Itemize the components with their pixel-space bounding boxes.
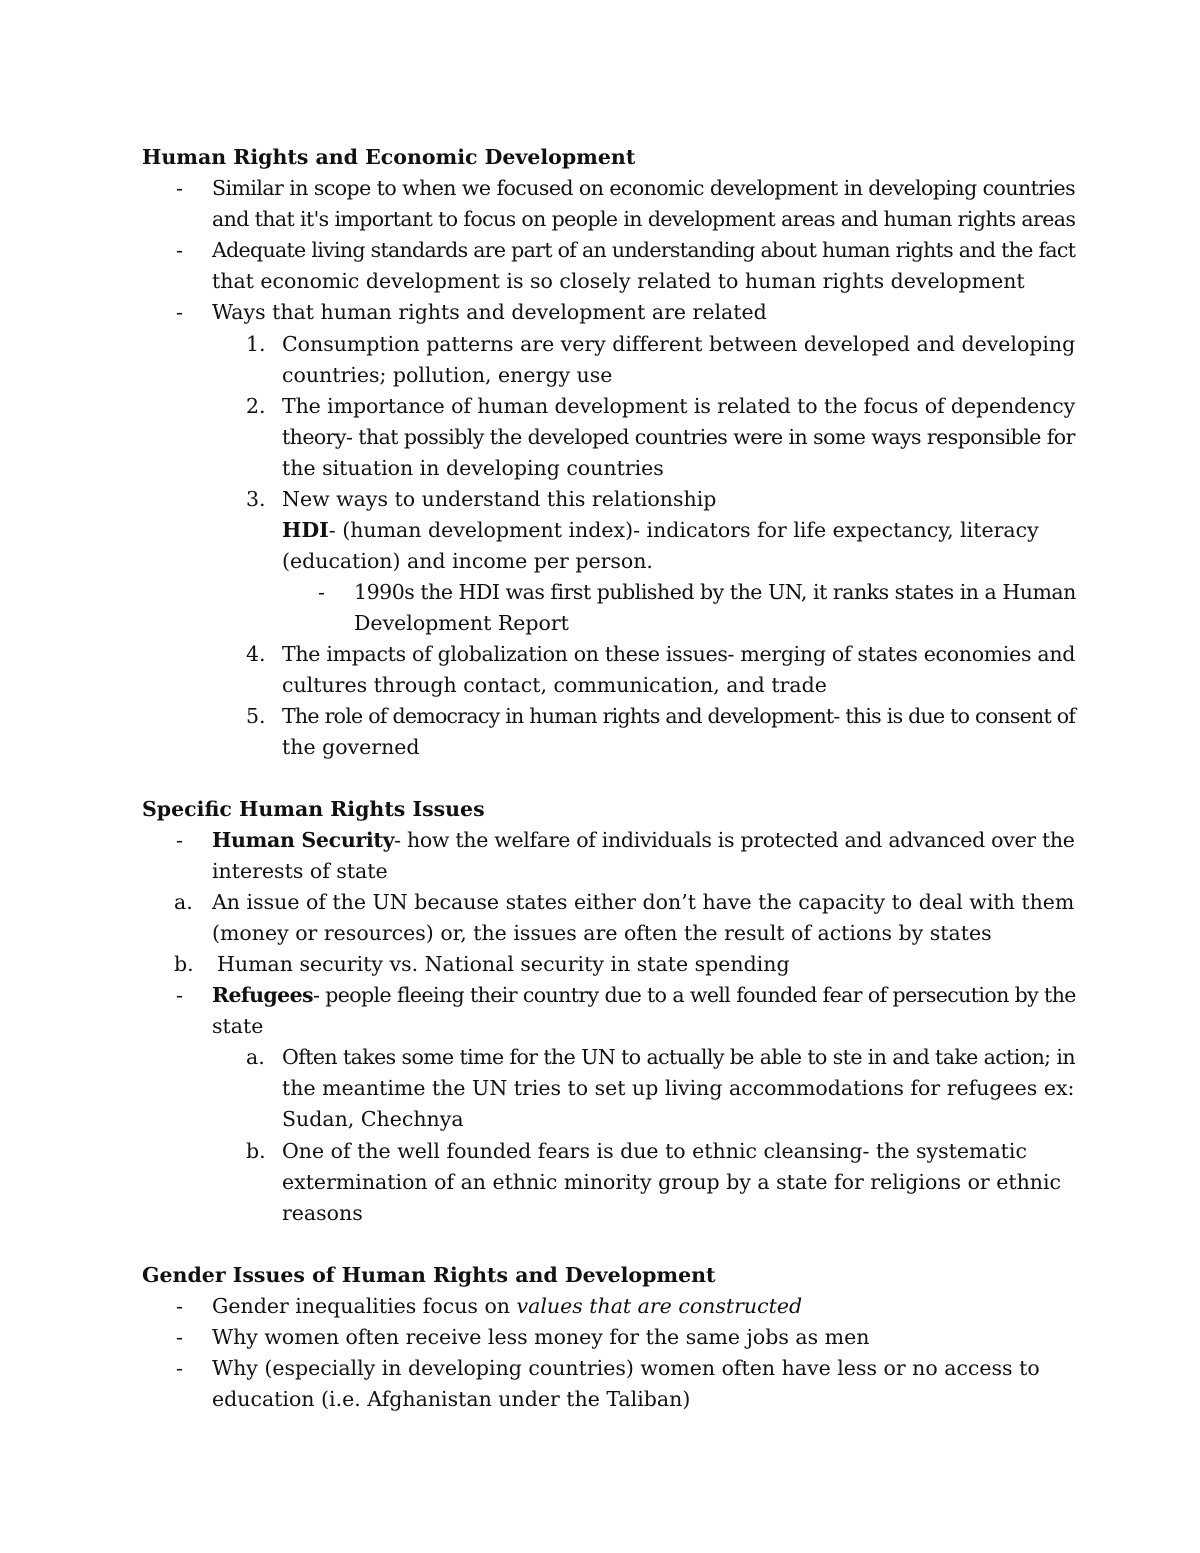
numbered-text: the governed — [282, 735, 420, 759]
bullet-text: state — [212, 1014, 264, 1038]
letter-text: Sudan, Chechnya — [282, 1107, 464, 1131]
refugees-term: Refugees — [212, 983, 313, 1007]
section-heading: Gender Issues of Human Rights and Development — [142, 1263, 716, 1287]
letter-text: extermination of an ethnic minority group by a state for religions or ethnic — [282, 1170, 1062, 1194]
human-security-line — [212, 826, 1075, 854]
numbered-text: (education) and income per person. — [282, 549, 653, 573]
gender-first-italic: values that are constructed — [516, 1294, 803, 1318]
number-marker: 1. — [246, 332, 266, 356]
bullet-text: Similar in scope to when we focused on economic development in developing countries — [212, 176, 1076, 200]
numbered-text: Consumption patterns are very different between developed and developing — [282, 332, 1076, 356]
numbered-text: The role of democracy in human rights and development- this is due to consent of — [282, 704, 1076, 728]
letter-text: One of the well founded fears is due to ethnic cleansing- the systematic — [282, 1139, 1027, 1163]
letter-marker: a. — [246, 1045, 265, 1069]
human-security-definition: - how the welfare of individuals is protected and advanced over the — [394, 828, 1075, 852]
bullet-text: interests of state — [212, 859, 388, 883]
bullet-marker: - — [176, 1356, 183, 1380]
bullet-text: Ways that human rights and development are related — [212, 300, 767, 324]
bullet-text: Adequate living standards are part of an understanding about human rights and the fact — [212, 238, 1076, 262]
numbered-text: The importance of human development is related to the focus of dependency — [282, 394, 1076, 418]
section-heading: Specific Human Rights Issues — [142, 797, 485, 821]
letter-text: the meantime the UN tries to set up living accommodations for refugees ex: — [282, 1076, 1075, 1100]
bullet-marker: - — [176, 238, 183, 262]
human-security-term: Human Security — [212, 828, 395, 852]
hdi-line — [282, 516, 1039, 544]
gender-first-line — [212, 1292, 802, 1320]
bullet-marker: - — [176, 176, 183, 200]
refugees-definition: - people fleeing their country due to a well founded fear of persecution by the — [312, 983, 1076, 1007]
letter-text: An issue of the UN because states either don’t have the capacity to deal with them — [212, 890, 1075, 914]
number-marker: 2. — [246, 394, 266, 418]
sub-bullet-text: 1990s the HDI was first published by the UN, it ranks states in a Human — [354, 580, 1076, 604]
refugees-line — [212, 981, 1076, 1009]
bullet-marker: - — [176, 983, 183, 1007]
bullet-marker: - — [176, 828, 183, 852]
bullet-text: that economic development is so closely related to human rights development — [212, 269, 1025, 293]
bullet-text: Why women often receive less money for the same jobs as men — [212, 1325, 870, 1349]
section-heading: Human Rights and Economic Development — [142, 145, 636, 169]
letter-marker: a. — [174, 890, 193, 914]
numbered-text: cultures through contact, communication, and trade — [282, 673, 827, 697]
bullet-text: and that it's important to focus on people in development areas and human rights areas — [212, 207, 1076, 231]
letter-text: Often takes some time for the UN to actually be able to ste in and take action; in — [282, 1045, 1076, 1069]
sub-bullet-text: Development Report — [354, 611, 569, 635]
numbered-text: theory- that possibly the developed countries were in some ways responsible for — [282, 425, 1075, 449]
hdi-term: HDI — [282, 518, 329, 542]
letter-text: (money or resources) or, the issues are often the result of actions by states — [212, 921, 992, 945]
letter-text: Human security vs. National security in state spending — [217, 952, 790, 976]
bullet-marker: - — [318, 580, 325, 604]
letter-marker: b. — [174, 952, 194, 976]
number-marker: 4. — [246, 642, 266, 666]
numbered-text: the situation in developing countries — [282, 456, 664, 480]
letter-text: reasons — [282, 1201, 363, 1225]
numbered-text: countries; pollution, energy use — [282, 363, 613, 387]
numbered-text: The impacts of globalization on these issues- merging of states economies and — [282, 642, 1076, 666]
number-marker: 3. — [246, 487, 266, 511]
bullet-marker: - — [176, 1294, 183, 1318]
bullet-text: Why (especially in developing countries) women often have less or no access to — [212, 1356, 1040, 1380]
letter-marker: b. — [246, 1139, 266, 1163]
bullet-marker: - — [176, 300, 183, 324]
bullet-marker: - — [176, 1325, 183, 1349]
number-marker: 5. — [246, 704, 266, 728]
numbered-text: New ways to understand this relationship — [282, 487, 717, 511]
bullet-text: education (i.e. Afghanistan under the Taliban) — [212, 1387, 691, 1411]
hdi-definition: - (human development index)- indicators for life expectancy, literacy — [328, 518, 1039, 542]
gender-first-prefix: Gender inequalities focus on — [212, 1294, 517, 1318]
